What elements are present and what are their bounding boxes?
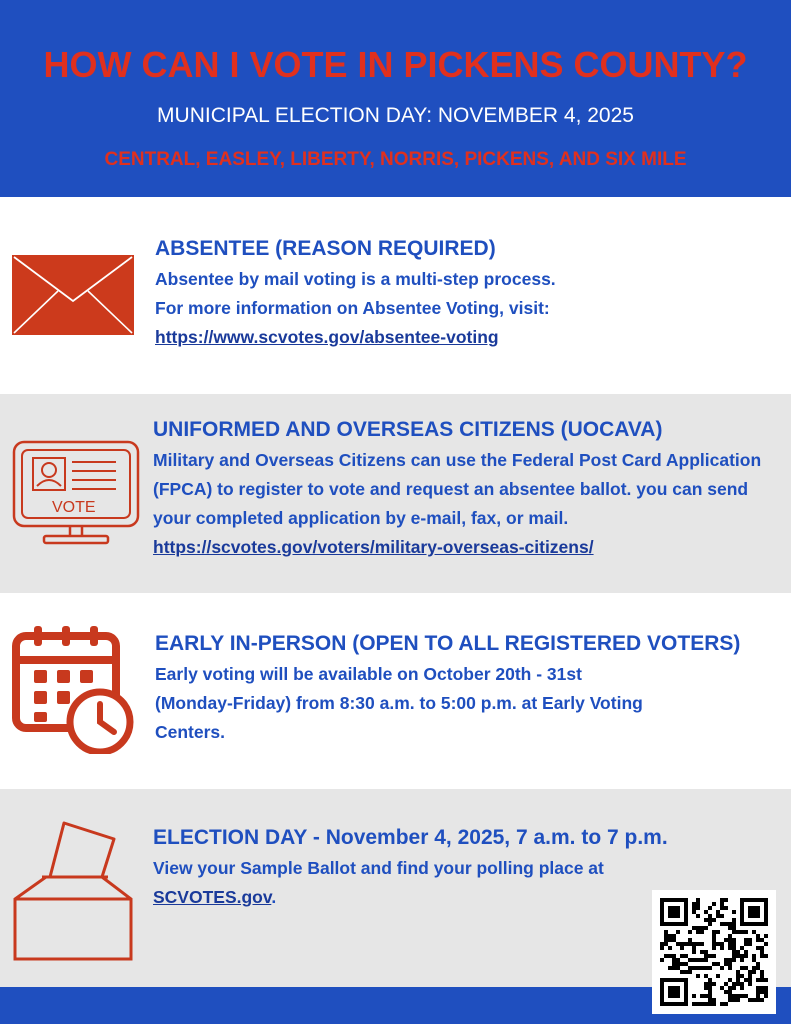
- uocava-heading: UNIFORMED AND OVERSEAS CITIZENS (UOCAVA): [153, 418, 663, 441]
- election-date-subtitle: MUNICIPAL ELECTION DAY: NOVEMBER 4, 2025: [157, 104, 634, 127]
- page-title: HOW CAN I VOTE IN PICKENS COUNTY?: [43, 44, 748, 85]
- early-voting-line-1: Early voting will be available on October 20th - 31st: [155, 664, 582, 684]
- absentee-text: [155, 236, 775, 352]
- absentee-line-1: Absentee by mail voting is a multi-step process.: [155, 269, 556, 289]
- ballot-box-icon: [12, 819, 134, 963]
- early-voting-section: [0, 593, 791, 789]
- uocava-section: [0, 394, 791, 593]
- election-day-line-1: View your Sample Ballot and find your polling place at: [153, 858, 604, 878]
- early-voting-line-3: Centers.: [155, 722, 226, 742]
- vote-label: VOTE: [52, 499, 96, 516]
- qr-code-icon[interactable]: [652, 890, 776, 1014]
- voting-monitor-icon: [12, 440, 140, 546]
- header-banner: [0, 0, 791, 197]
- uocava-text: [153, 417, 783, 562]
- towns-list: CENTRAL, EASLEY, LIBERTY, NORRIS, PICKENS, AND SIX MILE: [104, 149, 687, 170]
- military-overseas-link[interactable]: https://scvotes.gov/voters/military-overseas-citizens/: [153, 537, 594, 557]
- uocava-body: Military and Overseas Citizens can use the Federal Post Card Application (FPCA) to register to vote and request an absentee ballot. you can send your completed application by e-mail, fax, or mail.: [153, 450, 762, 528]
- election-day-period: .: [271, 887, 277, 907]
- qr-code-pattern: [660, 898, 768, 1006]
- absentee-section: [0, 197, 791, 394]
- early-voting-heading: EARLY IN-PERSON (OPEN TO ALL REGISTERED VOTERS): [155, 632, 741, 655]
- scvotes-link[interactable]: SCVOTES.gov: [153, 887, 272, 907]
- absentee-heading: ABSENTEE (REASON REQUIRED): [155, 237, 496, 260]
- absentee-voting-link[interactable]: https://www.scvotes.gov/absentee-voting: [155, 327, 499, 347]
- election-day-heading: ELECTION DAY - November 4, 2025, 7 a.m. to 7 p.m.: [153, 826, 668, 849]
- calendar-clock-icon: [12, 624, 136, 754]
- early-voting-text: [155, 631, 785, 747]
- early-voting-line-2: (Monday-Friday) from 8:30 a.m. to 5:00 p.m. at Early Voting: [155, 693, 643, 713]
- envelope-icon: [12, 255, 134, 335]
- absentee-line-2: For more information on Absentee Voting, visit:: [155, 298, 550, 318]
